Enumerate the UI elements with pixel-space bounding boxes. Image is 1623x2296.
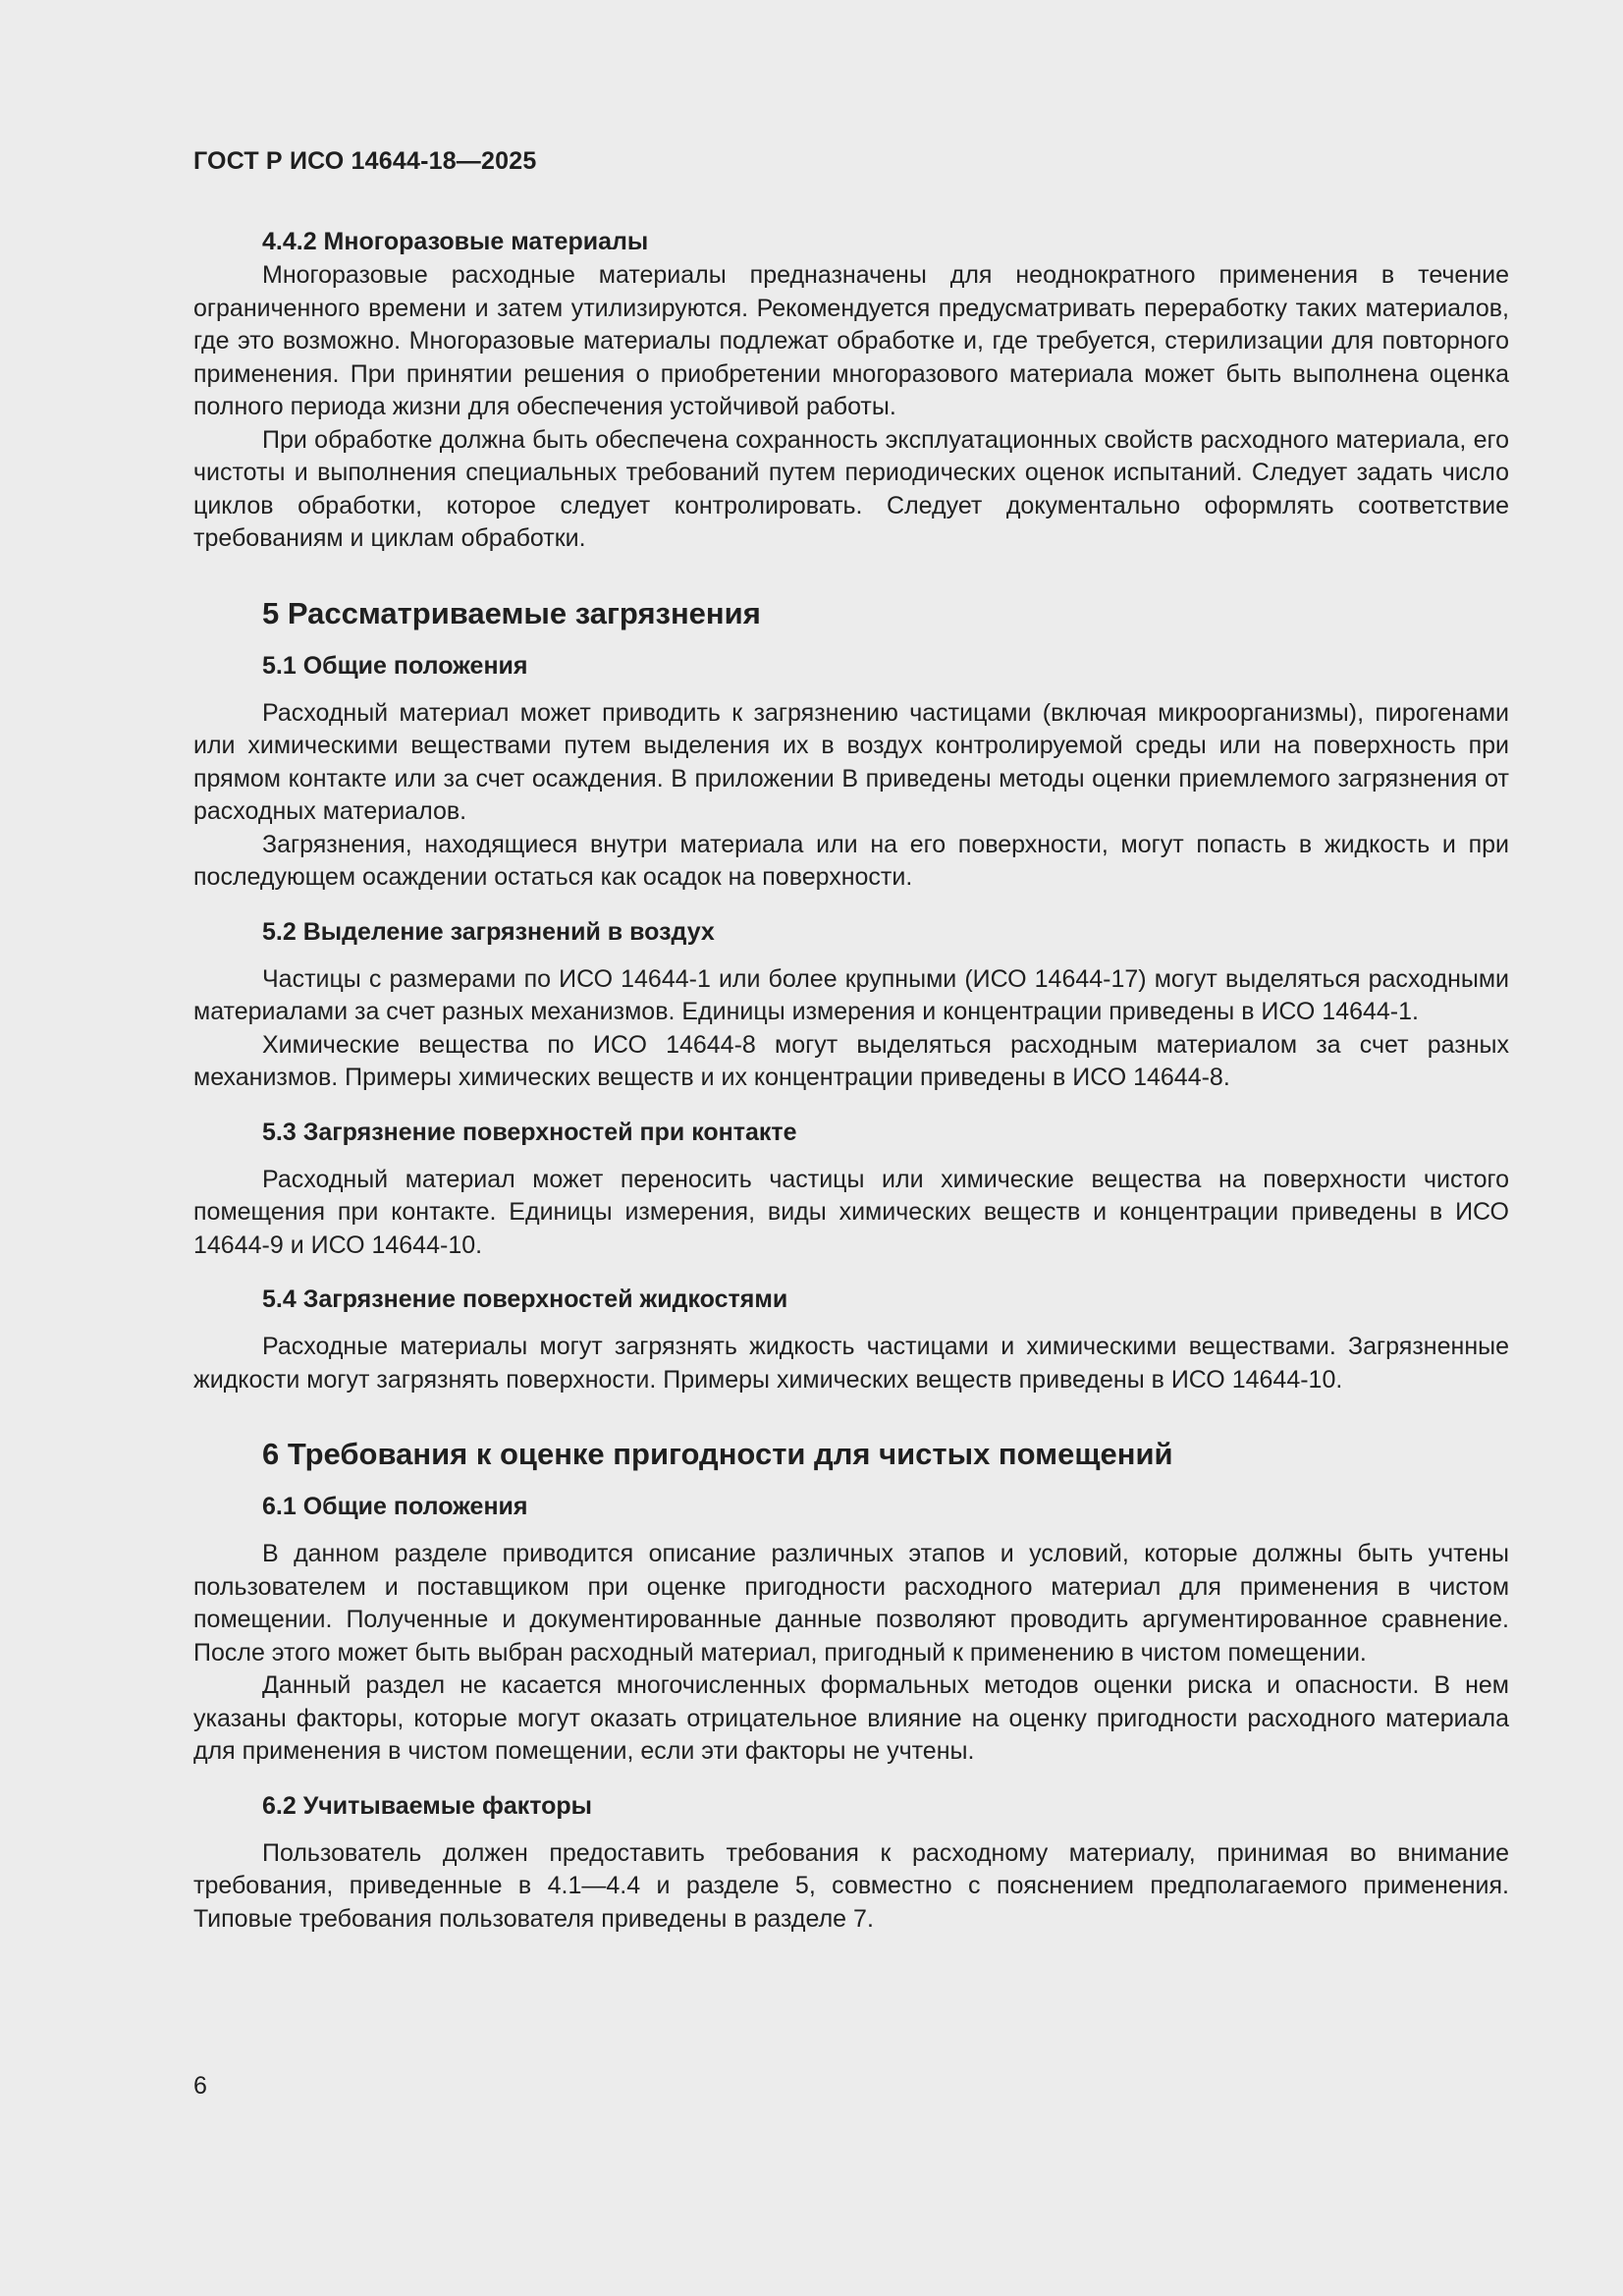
section-6-1-paragraph-1: В данном разделе приводится описание различных этапов и условий, которые должны быть учтены пользователем и поставщиком при оценке пригодности расходного материал для применения в чистом помещении. Полученные и документированные данные позволяют проводить аргументированное сравнение. После этого может быть выбран расходный материал, пригодный к применению в чистом помещении. [193, 1540, 1509, 1667]
section-5-title: 5 Рассматриваемые загрязнения [262, 595, 761, 630]
document-code-header: ГОСТ Р ИСО 14644-18—2025 [193, 147, 537, 175]
section-5-3-title: 5.3 Загрязнение поверхностей при контакте [262, 1118, 797, 1146]
section-5-2-title: 5.2 Выделение загрязнений в воздух [262, 917, 715, 946]
section-5-3-paragraph-1: Расходный материал может переносить частицы или химические вещества на поверхности чистого помещения при контакте. Единицы измерения, виды химических веществ и концентрации приведены в ИСО 14644-9 и ИСО 14644-10. [193, 1165, 1509, 1259]
section-6-1-paragraph-2: Данный раздел не касается многочисленных формальных методов оценки риска и опасности. В нем указаны факторы, которые могут оказать отрицательное влияние на оценку пригодности расходного материала для применения в чистом помещении, если эти факторы не учтены. [193, 1671, 1509, 1765]
section-5-1-title: 5.1 Общие положения [262, 651, 528, 680]
section-5-4-title: 5.4 Загрязнение поверхностей жидкостями [262, 1285, 788, 1313]
section-5-2-paragraph-2: Химические вещества по ИСО 14644-8 могут выделяться расходным материалом за счет разных механизмов. Примеры химических веществ и их концентрации приведены в ИСО 14644-8. [193, 1030, 1509, 1091]
section-6-title: 6 Требования к оценке пригодности для чистых помещений [262, 1437, 1173, 1471]
section-6-2-paragraph-1: Пользователь должен предоставить требования к расходному материалу, принимая во внимание требования, приведенные в 4.1—4.4 и разделе 5, совместно с пояснением предполагаемого применения. Типовые требования пользователя приведены в разделе 7. [193, 1838, 1509, 1933]
section-4-4-2-title: 4.4.2 Многоразовые материалы [262, 228, 649, 255]
section-6-1-title: 6.1 Общие положения [262, 1493, 528, 1520]
page-number: 6 [193, 2072, 207, 2100]
section-4-4-2-paragraph-2: При обработке должна быть обеспечена сохранность эксплуатационных свойств расходного материала, его чистоты и выполнения специальных требований путем периодических оценок испытаний. Следует задать число циклов обработки, которое следует контролировать. Следует документально оформлять соответствие требованиям и циклам обработки. [193, 425, 1509, 552]
section-4-4-2-paragraph-1: Многоразовые расходные материалы предназначены для неоднократного применения в течение ограниченного времени и затем утилизируются. Рекомендуется предусматривать переработку таких материалов, где это возможно. Многоразовые материалы подлежат обработке и, где требуется, стерилизации для повторного применения. При принятии решения о приобретении многоразового материала может быть выполнена оценка полного периода жизни для обеспечения устойчивой работы. [193, 261, 1509, 420]
section-5-2-paragraph-1: Частицы с размерами по ИСО 14644-1 или более крупными (ИСО 14644-17) могут выделяться расходными материалами за счет разных механизмов. Единицы измерения и концентрации приведены в ИСО 14644-1. [193, 964, 1509, 1025]
section-5-1-paragraph-1: Расходный материал может приводить к загрязнению частицами (включая микроорганизмы), пирогенами или химическими веществами путем выделения их в воздух контролируемой среды или на поверхность при прямом контакте или за счет осаждения. В приложении В приведены методы оценки приемлемого загрязнения от расходных материалов. [193, 698, 1509, 825]
section-5-4-paragraph-1: Расходные материалы могут загрязнять жидкость частицами и химическими веществами. Загрязненные жидкости могут загрязнять поверхности. Примеры химических веществ приведены в ИСО 14644-10. [193, 1333, 1509, 1394]
page-content [193, 224, 1509, 1936]
section-6-2-title: 6.2 Учитываемые факторы [262, 1791, 593, 1820]
section-5-1-paragraph-2: Загрязнения, находящиеся внутри материала или на его поверхности, могут попасть в жидкость и при последующем осаждении остаться как осадок на поверхности. [193, 830, 1509, 891]
